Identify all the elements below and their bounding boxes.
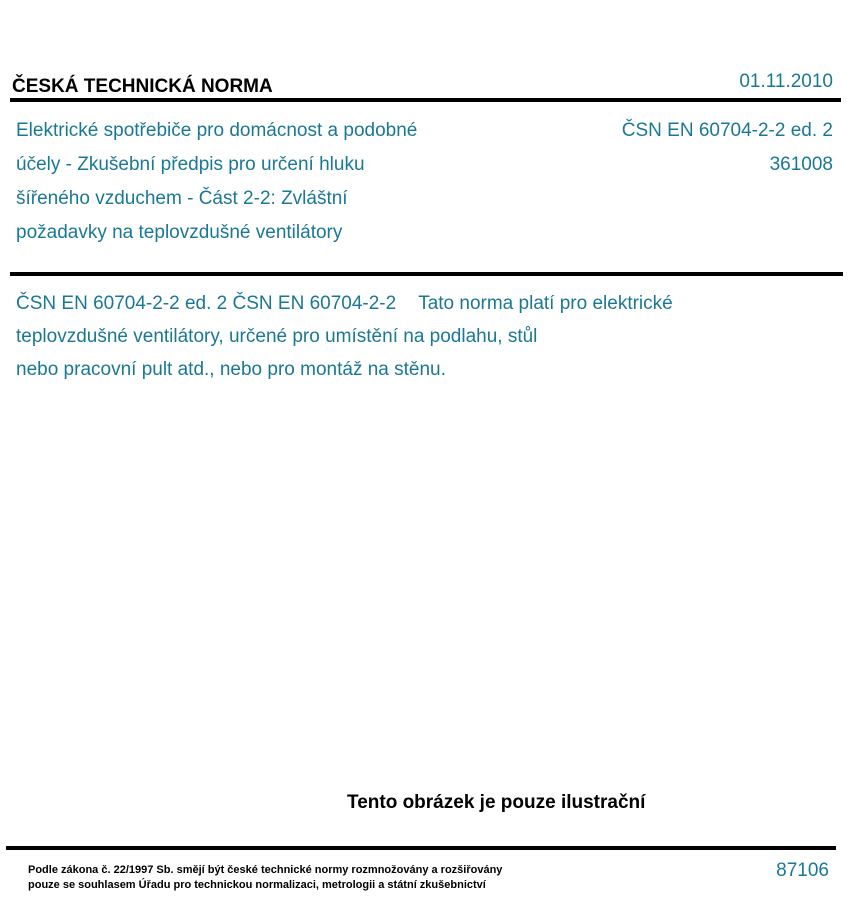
summary-designations: ČSN EN 60704-2-2 ed. 2 ČSN EN 60704-2-2 — [16, 293, 397, 314]
catalog-number: 87106 — [776, 860, 829, 881]
standard-designation: ČSN EN 60704-2-2 ed. 2 — [621, 120, 833, 141]
header-title: ČESKÁ TECHNICKÁ NORMA — [12, 76, 273, 97]
summary-line: teplovzdušné ventilátory, určené pro umístění na podlahu, stůl — [16, 326, 538, 347]
publication-date: 01.11.2010 — [739, 71, 833, 92]
copyright-notice — [28, 863, 502, 893]
summary-text: Tato norma platí pro elektrické — [418, 293, 673, 314]
summary-line — [16, 287, 796, 320]
standard-title-line: účely - Zkušební předpis pro určení hluku — [16, 154, 365, 175]
standard-title-line: Elektrické spotřebiče pro domácnost a podobné — [16, 120, 418, 141]
illustrative-note: Tento obrázek je pouze ilustrační — [347, 792, 646, 813]
top-divider — [10, 98, 841, 102]
bottom-divider — [6, 846, 836, 850]
standard-summary — [16, 287, 796, 386]
copyright-notice-line: pouze se souhlasem Úřadu pro technickou normalizaci, metrologii a státní zkušebnictví — [28, 879, 486, 891]
copyright-notice-line: Podle zákona č. 22/1997 Sb. smějí být české technické normy rozmnožovány a rozšiřovány — [28, 864, 503, 876]
standard-title — [16, 114, 486, 250]
standard-identifier — [622, 114, 833, 182]
standard-title-line: požadavky na teplovzdušné ventilátory — [16, 222, 343, 243]
summary-line: nebo pracovní pult atd., nebo pro montáž na stěnu. — [16, 359, 446, 380]
classification-code: 361008 — [769, 154, 833, 175]
standard-title-line: šířeného vzduchem - Část 2-2: Zvláštní — [16, 188, 348, 209]
middle-divider — [10, 272, 843, 276]
